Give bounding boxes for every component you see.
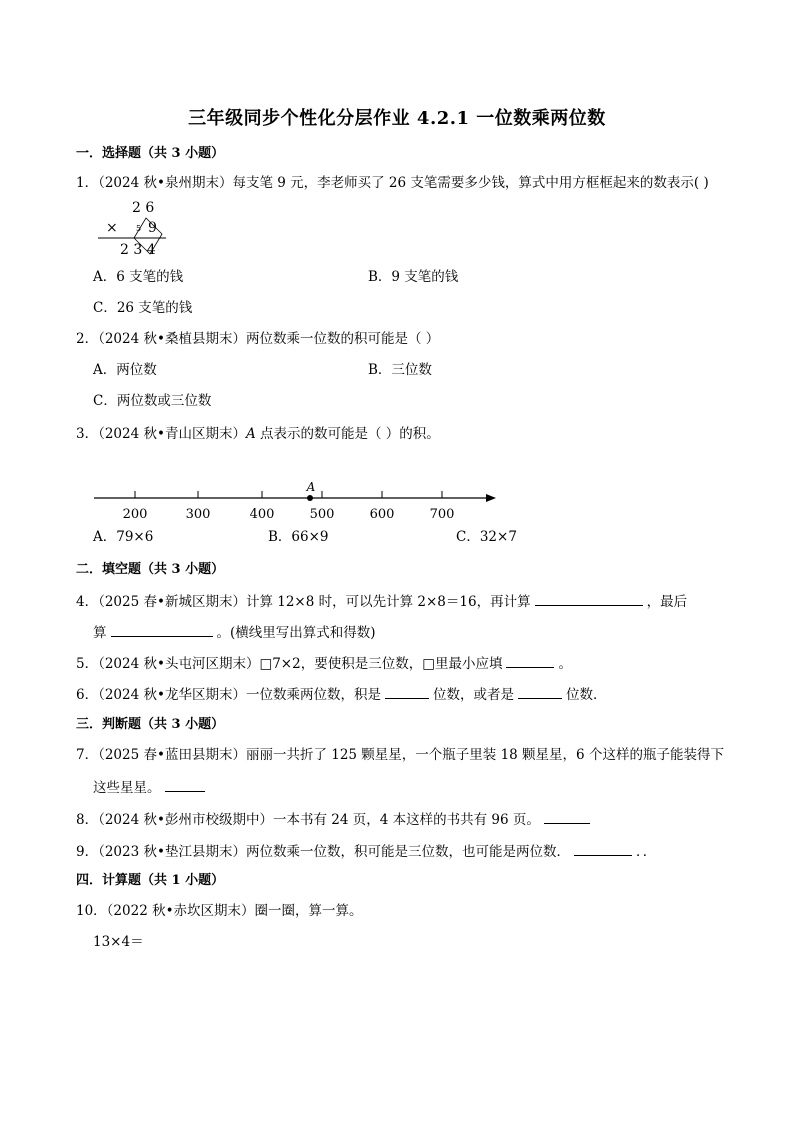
q5-text-suffix: 里最小应填 bbox=[434, 656, 503, 672]
multiplier: 9 bbox=[148, 220, 157, 236]
q4-line2-end: 。(横线里写出算式和得数) bbox=[216, 625, 376, 641]
q3-text-prefix: 3．（2024 秋•青山区期末） bbox=[76, 426, 246, 442]
q1-option-b[interactable]: B．9 支笔的钱 bbox=[368, 269, 459, 285]
question-4-line1 bbox=[76, 591, 687, 611]
times-sign: × bbox=[106, 220, 118, 236]
q4-line1-text: 4．（2025 春•新城区期末）计算 12×8 时，可以先计算 2×8＝16，再计算 bbox=[76, 594, 531, 610]
page-title: 三年级同步个性化分层作业 4.2.1 一位数乘两位数 bbox=[188, 108, 606, 129]
q3-option-b[interactable]: B．66×9 bbox=[268, 529, 329, 545]
q1-option-a[interactable]: A．6 支笔的钱 bbox=[93, 269, 184, 285]
number-line-tick-label: 200 bbox=[122, 507, 148, 522]
point-a-label: A bbox=[306, 480, 316, 494]
number-line-tick-label: 500 bbox=[309, 507, 335, 522]
question-7-line1: 7．（2025 春•蓝田县期末）丽丽一共折了 125 颗星星，一个瓶子里装 18 颗星星，6 个这样的瓶子能装得下 bbox=[76, 747, 724, 763]
question-6-text bbox=[76, 684, 606, 704]
q9-end: ．． bbox=[635, 844, 657, 860]
point-a-marker bbox=[307, 495, 313, 501]
section-heading-fill: 二．填空题（共 3 小题） bbox=[76, 562, 225, 577]
q2-option-a[interactable]: A．两位数 bbox=[93, 362, 157, 378]
q1-option-c[interactable]: C．26 支笔的钱 bbox=[93, 300, 193, 316]
number-line-tick-label: 300 bbox=[185, 507, 211, 522]
q7-line2-text: 这些星星。 bbox=[93, 780, 161, 796]
question-4-line2 bbox=[93, 622, 376, 642]
q2-option-b[interactable]: B．三位数 bbox=[368, 362, 432, 378]
number-line-tick-label: 700 bbox=[429, 507, 455, 522]
question-8-text bbox=[76, 809, 594, 829]
question-7-line2 bbox=[93, 777, 209, 797]
section-heading-judge: 三．判断题（共 3 小题） bbox=[76, 717, 225, 732]
q5-blank[interactable] bbox=[506, 653, 554, 668]
question-9-text bbox=[76, 841, 656, 861]
q9-blank[interactable] bbox=[574, 841, 632, 856]
q4-line1-end: ，最后 bbox=[646, 594, 688, 610]
q3-option-a[interactable]: A．79×6 bbox=[93, 529, 154, 545]
vertical-multiplication-figure bbox=[92, 196, 172, 258]
number-line-tick-label: 600 bbox=[369, 507, 395, 522]
q6-text-prefix: 6．（2024 秋•龙华区期末）一位数乘两位数，积是 bbox=[76, 687, 381, 703]
q4-blank-1[interactable] bbox=[535, 591, 643, 606]
blank-square-icon: □ bbox=[259, 656, 273, 672]
q3-text-suffix: 点表示的数可能是（ ）的积。 bbox=[255, 426, 440, 442]
q4-line2-text: 算 bbox=[93, 625, 107, 641]
question-2-text: 2．（2024 秋•桑植县期末）两位数乘一位数的积可能是（ ） bbox=[76, 331, 440, 347]
question-1-text: 1．（2024 秋•泉州期末）每支笔 9 元，李老师买了 26 支笔需要多少钱，算式中用方框框起来的数表示( ) bbox=[76, 175, 709, 191]
section-heading-calc: 四．计算题（共 1 小题） bbox=[76, 873, 225, 888]
question-10-text: 10．（2022 秋•赤坎区期末）圈一圈，算一算。 bbox=[76, 903, 363, 919]
q5-text-middle: 7×2，要使积是三位数， bbox=[272, 656, 423, 672]
section-heading-choice: 一．选择题（共 3 小题） bbox=[76, 146, 225, 161]
question-3-text bbox=[76, 425, 440, 443]
q8-text: 8．（2024 秋•彭州市校级期中）一本书有 24 页，4 本这样的书共有 96 页。 bbox=[76, 812, 540, 828]
number-line-arrow bbox=[486, 494, 496, 502]
number-line-tick-label: 400 bbox=[249, 507, 275, 522]
q6-blank-1[interactable] bbox=[385, 684, 429, 699]
q5-text-end: 。 bbox=[558, 656, 572, 672]
carry-digit: 5 bbox=[136, 224, 142, 233]
q3-variable: A bbox=[245, 426, 256, 442]
q4-blank-2[interactable] bbox=[111, 622, 213, 637]
q2-option-c[interactable]: C．两位数或三位数 bbox=[93, 393, 212, 409]
q6-text-end: 位数． bbox=[565, 687, 607, 703]
q7-blank[interactable] bbox=[165, 777, 205, 792]
q3-option-c[interactable]: C．32×7 bbox=[456, 529, 517, 545]
q6-text-middle: 位数，或者是 bbox=[432, 687, 514, 703]
q5-text-prefix: 5．（2024 秋•头屯河区期末） bbox=[76, 656, 260, 672]
number-line bbox=[90, 476, 510, 526]
question-10-expression: 13×4＝ bbox=[93, 934, 144, 950]
q8-blank[interactable] bbox=[544, 809, 590, 824]
q6-blank-2[interactable] bbox=[518, 684, 562, 699]
blank-square-icon: □ bbox=[422, 656, 435, 672]
multiplicand: 2 6 bbox=[132, 200, 155, 216]
q9-text: 9．（2023 秋•垫江县期末）两位数乘一位数，积可能是三位数，也可能是两位数． bbox=[76, 844, 570, 860]
product-digits: 2 3 4 bbox=[120, 242, 156, 258]
question-5-text bbox=[76, 653, 572, 673]
